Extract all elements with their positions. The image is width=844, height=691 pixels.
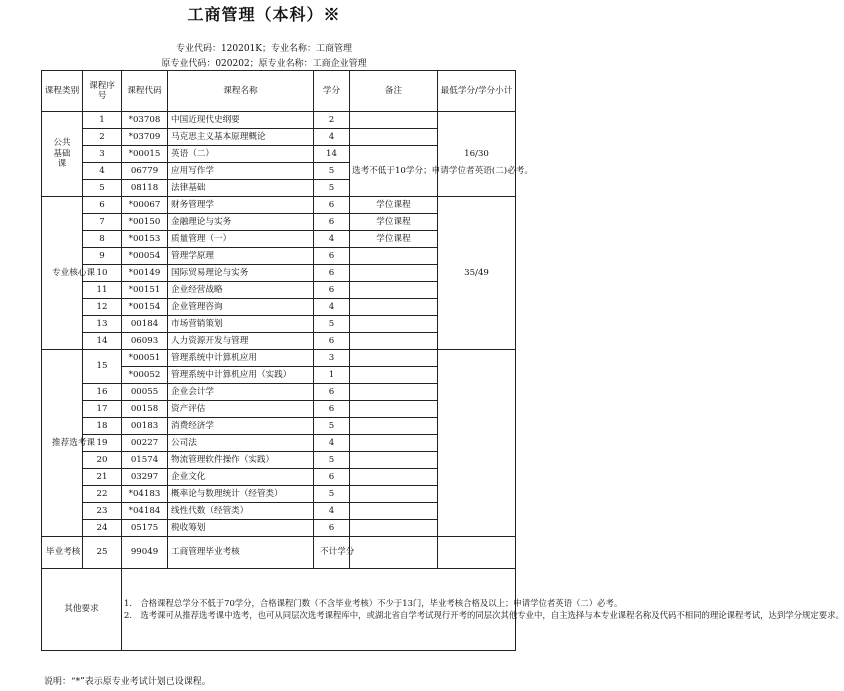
table-row-graduation [42,537,516,569]
seq-cell: 10 [83,265,122,282]
course-name-cell: 线性代数（经管类） [168,503,314,520]
credit-cell: 不计学分 [314,537,350,569]
code-cell: 05175 [122,520,168,537]
code-cell: 00055 [122,384,168,401]
header-seq: 课程序号 [83,71,122,112]
seq-cell: 17 [83,401,122,418]
subtotal-elective [438,350,516,537]
course-name-cell: 质量管理（一） [168,231,314,248]
seq-cell: 14 [83,333,122,350]
seq-cell: 6 [83,197,122,214]
note-cell: 学位课程 [350,197,438,214]
seq-cell: 22 [83,486,122,503]
seq-cell: 11 [83,282,122,299]
course-name-cell: 马克思主义基本原理概论 [168,129,314,146]
seq-cell: 4 [83,163,122,180]
code-cell: *03708 [122,112,168,129]
seq-cell: 13 [83,316,122,333]
credit-cell: 5 [314,452,350,469]
note-cell [350,265,438,282]
course-name-cell: 英语（二） [168,146,314,163]
code-cell: 01574 [122,452,168,469]
course-name-cell: 中国近现代史纲要 [168,112,314,129]
note-cell [350,537,438,569]
course-name-cell: 管理学原理 [168,248,314,265]
category-core: 专业核心课 [42,197,83,350]
seq-cell: 25 [83,537,122,569]
code-cell: *00054 [122,248,168,265]
code-cell: 00183 [122,418,168,435]
credit-cell: 5 [314,316,350,333]
note-cell [350,486,438,503]
credit-cell: 6 [314,384,350,401]
course-name-cell: 企业会计学 [168,384,314,401]
note-cell: 学位课程 [350,231,438,248]
subtotal-graduation [438,537,516,569]
credit-cell: 1 [314,367,350,384]
table-header-row [42,71,516,112]
seq-cell: 24 [83,520,122,537]
code-cell: *00052 [122,367,168,384]
credit-cell: 6 [314,520,350,537]
note-cell [350,299,438,316]
credit-cell: 4 [314,503,350,520]
code-cell: 00158 [122,401,168,418]
course-name-cell: 人力资源开发与管理 [168,333,314,350]
original-major-code-line: 原专业代码：020202；原专业名称：工商企业管理 [161,59,367,69]
other-requirements-text [122,569,844,651]
header-note: 备注 [350,71,438,112]
note-cell [350,384,438,401]
table-row [42,350,516,367]
course-name-cell: 国际贸易理论与实务 [168,265,314,282]
code-cell: 06779 [122,163,168,180]
seq-cell: 3 [83,146,122,163]
course-name-cell: 财务管理学 [168,197,314,214]
table-row [42,112,516,129]
seq-cell: 8 [83,231,122,248]
credit-cell: 4 [314,231,350,248]
table-row [42,197,516,214]
code-cell: *04184 [122,503,168,520]
subtotal-public: 16/30 [438,112,516,197]
note-cell [350,469,438,486]
credit-cell: 2 [314,112,350,129]
code-cell: *00067 [122,197,168,214]
subtotal-core: 35/49 [438,197,516,350]
seq-cell: 20 [83,452,122,469]
note-cell [350,350,438,367]
course-name-cell: 应用写作学 [168,163,314,180]
code-cell: *04183 [122,486,168,503]
seq-cell: 9 [83,248,122,265]
credit-cell: 14 [314,146,350,163]
note-cell [350,520,438,537]
credit-cell: 6 [314,265,350,282]
note-cell [350,282,438,299]
seq-cell: 5 [83,180,122,197]
requirement-item: 2. 选考课可从推荐选考课中选考，也可从同层次选考课程库中，或湖北省自学考试现行开考的同层次其他专业中，自主选择与本专业课程名称及代码不相同的理论课程考试，达到学分规定要求。 [124,609,844,620]
credit-cell: 6 [314,401,350,418]
header-name: 课程名称 [168,71,314,112]
credit-cell: 5 [314,180,350,197]
note-cell [350,129,438,146]
credit-cell: 6 [314,333,350,350]
course-name-cell: 工商管理毕业考核 [168,537,314,569]
note-cell [350,401,438,418]
code-cell: 99049 [122,537,168,569]
header-min-credit: 最低学分/学分小计 [438,71,516,112]
major-code-line: 专业代码：120201K；专业名称：工商管理 [175,44,353,54]
course-table [41,70,844,651]
seq-cell: 19 [83,435,122,452]
course-name-cell: 税收筹划 [168,520,314,537]
credit-cell: 3 [314,350,350,367]
note-cell [350,316,438,333]
category-public: 公共基础课 [42,112,83,197]
code-cell: 00184 [122,316,168,333]
course-name-cell: 市场营销策划 [168,316,314,333]
credit-cell: 6 [314,197,350,214]
code-cell: *00151 [122,282,168,299]
credit-cell: 5 [314,486,350,503]
code-cell: 08118 [122,180,168,197]
course-name-cell: 管理系统中计算机应用 [168,350,314,367]
other-requirements-label: 其他要求 [42,569,122,651]
code-cell: 06093 [122,333,168,350]
requirement-item: 1. 合格课程总学分不低于70学分，合格课程门数（不含毕业考核）不少于13门，毕业考核合格及以上；申请学位者英语（二）必考。 [124,598,623,608]
note-cell [350,248,438,265]
note-cell [350,333,438,350]
seq-cell: 12 [83,299,122,316]
seq-cell: 18 [83,418,122,435]
code-cell: *00149 [122,265,168,282]
course-name-cell: 企业管理咨询 [168,299,314,316]
code-cell: *00051 [122,350,168,367]
seq-cell: 2 [83,129,122,146]
seq-cell: 7 [83,214,122,231]
other-requirements-row [42,569,516,651]
course-name-cell: 消费经济学 [168,418,314,435]
header-category: 课程类别 [42,71,83,112]
seq-cell: 16 [83,384,122,401]
credit-cell: 6 [314,469,350,486]
category-elective: 推荐选考课 [42,350,83,537]
code-cell: *03709 [122,129,168,146]
course-name-cell: 金融理论与实务 [168,214,314,231]
code-cell: 00227 [122,435,168,452]
code-cell: *00150 [122,214,168,231]
course-name-cell: 公司法 [168,435,314,452]
note-cell [350,367,438,384]
header-credit: 学分 [314,71,350,112]
category-graduation: 毕业考核 [42,537,83,569]
code-cell: *00153 [122,231,168,248]
note-cell: 学位课程 [350,214,438,231]
code-cell: 03297 [122,469,168,486]
course-name-cell: 管理系统中计算机应用（实践） [168,367,314,384]
header-code: 课程代码 [122,71,168,112]
course-name-cell: 概率论与数理统计（经管类） [168,486,314,503]
seq-cell: 1 [83,112,122,129]
course-name-cell: 资产评估 [168,401,314,418]
credit-cell: 5 [314,163,350,180]
note-cell [350,112,438,129]
seq-cell: 15 [83,350,122,384]
course-name-cell: 物流管理软件操作（实践） [168,452,314,469]
seq-cell: 23 [83,503,122,520]
note-cell [350,435,438,452]
seq-cell: 21 [83,469,122,486]
credit-cell: 6 [314,282,350,299]
note-cell [350,452,438,469]
course-name-cell: 企业文化 [168,469,314,486]
footnote: 说明：“*”表示原专业考试计划已设课程。 [44,677,211,687]
credit-cell: 4 [314,435,350,452]
note-public: 选考不低于10学分；申请学位者英语(二)必考。 [350,146,438,197]
credit-cell: 6 [314,248,350,265]
credit-cell: 6 [314,214,350,231]
code-cell: *00015 [122,146,168,163]
note-cell [350,418,438,435]
note-cell [350,503,438,520]
code-cell: *00154 [122,299,168,316]
page-title: 工商管理（本科）※ [187,5,341,24]
credit-cell: 5 [314,418,350,435]
course-name-cell: 法律基础 [168,180,314,197]
course-name-cell: 企业经营战略 [168,282,314,299]
credit-cell: 4 [314,299,350,316]
credit-cell: 4 [314,129,350,146]
